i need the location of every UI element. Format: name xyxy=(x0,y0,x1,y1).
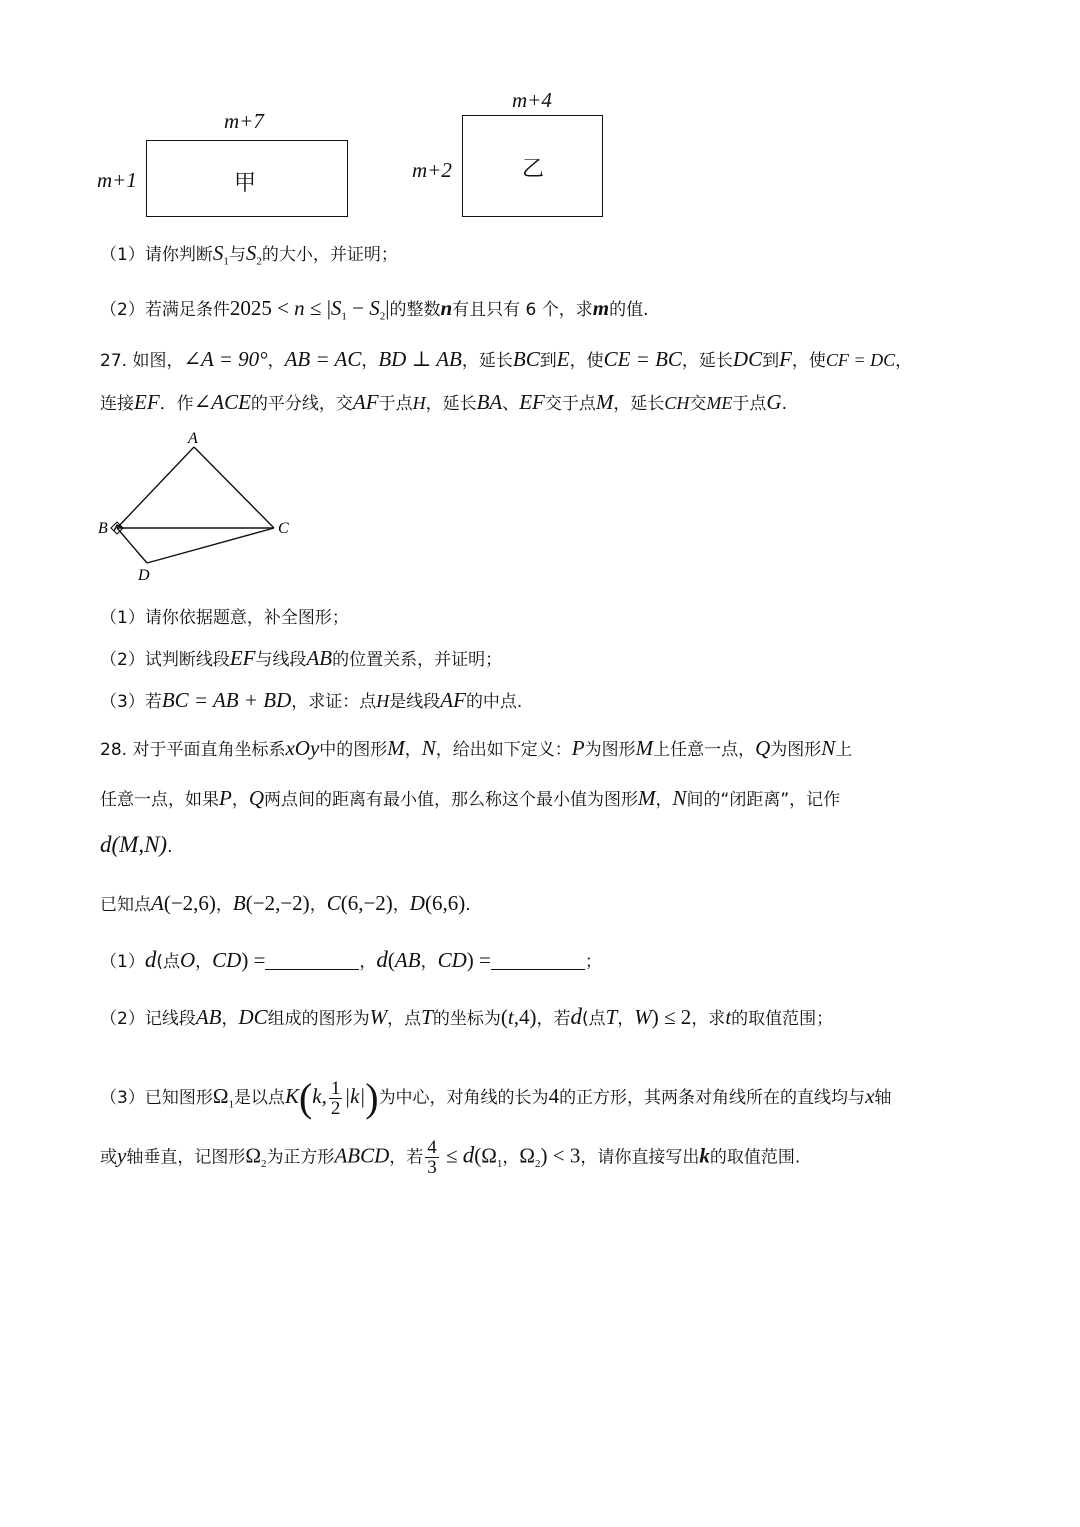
frac-one-half: $\frac{1}{2}$ xyxy=(330,1077,341,1119)
segment-ab xyxy=(117,447,194,528)
fig26-rect-b-side-label: m+2 xyxy=(412,158,452,182)
q28-part3-line2: 或y轴垂直，记图形$\Omega_2$为正方形ABCD，若 $\frac{4}{3}$ ≤ $d(\Omega_1$，$\Omega_2) < 3$，请你直接写出k的取值范围. xyxy=(100,1137,801,1178)
q28-line2: 任意一点，如果P，Q两点间的距离有最小值，那么称这个最小值为图形M，N间的“闭距离”，记作 xyxy=(100,786,841,810)
q26-part2: （2）若满足条件$2025 < n \le |S_1 - S_2|$的整数n有且只有 6 个，求m的值. xyxy=(100,296,649,323)
label-d: D xyxy=(138,567,150,584)
q28-part2: （2）记线段AB，DC组成的图形为W，点T的坐标为(t,4)，若d(点T，W) ≤ 2，求t的取值范围； xyxy=(100,1004,834,1029)
q27-figure xyxy=(90,425,310,590)
q27-line2: 连接EF．作∠ACE的平分线，交AF于点H，延长BA、EF交于点M，延长CH交ME于点G. xyxy=(100,390,787,414)
q27-part2: （2）试判断线段EF与线段AB的位置关系，并证明； xyxy=(100,646,503,670)
label-b: B xyxy=(98,520,108,537)
answer-blank-1[interactable] xyxy=(265,951,359,970)
fig26-rect-a-name: 甲 xyxy=(234,171,257,196)
segment-bd xyxy=(117,528,147,563)
q27-line1: 27. 如图，∠A = 90°，AB = AC，BD ⊥ AB，延长BC到E，使CE = BC，延长DC到F，使CF = DC， xyxy=(100,347,913,371)
q28-line3: d(M,N). xyxy=(100,832,173,857)
answer-blank-2[interactable] xyxy=(491,951,585,970)
q28-part1: （1）d(点O，CD) = ，d(AB，CD) = ； xyxy=(100,947,602,972)
fig26-rect-b-name: 乙 xyxy=(522,157,545,182)
q28-line1: 28. 对于平面直角坐标系xOy中的图形M，N，给出如下定义：P为图形M上任意一点，Q为图形N上 xyxy=(100,736,853,760)
q28-part3-line1: （3）已知图形$\Omega_1$是以点K(k, $\frac{1}{2}$ |k|)为中心，对角线的长为4的正方形，其两条对角线所在的直线均与x轴 xyxy=(100,1075,892,1120)
fig26-rect-a-top-label: m+7 xyxy=(224,109,264,133)
segment-ac xyxy=(194,447,274,528)
label-c: C xyxy=(278,520,289,537)
segment-dc xyxy=(147,528,274,563)
q28-known-points: 已知点A(−2,6)，B(−2,−2)，C(6,−2)，D(6,6). xyxy=(100,891,471,915)
fig26-rect-b-top-label: m+4 xyxy=(512,88,552,112)
label-a: A xyxy=(188,430,198,447)
frac-four-thirds: $\frac{4}{3}$ xyxy=(427,1137,437,1178)
q26-part1: （1）请你判断$S_1$与$S_2$的大小，并证明； xyxy=(100,241,398,268)
q27-part1: （1）请你依据题意，补全图形； xyxy=(100,608,349,628)
fig26-rect-a-side-label: m+1 xyxy=(97,168,137,192)
q27-part3: （3）若BC = AB + BD，求证：点H是线段AF的中点. xyxy=(100,688,523,712)
